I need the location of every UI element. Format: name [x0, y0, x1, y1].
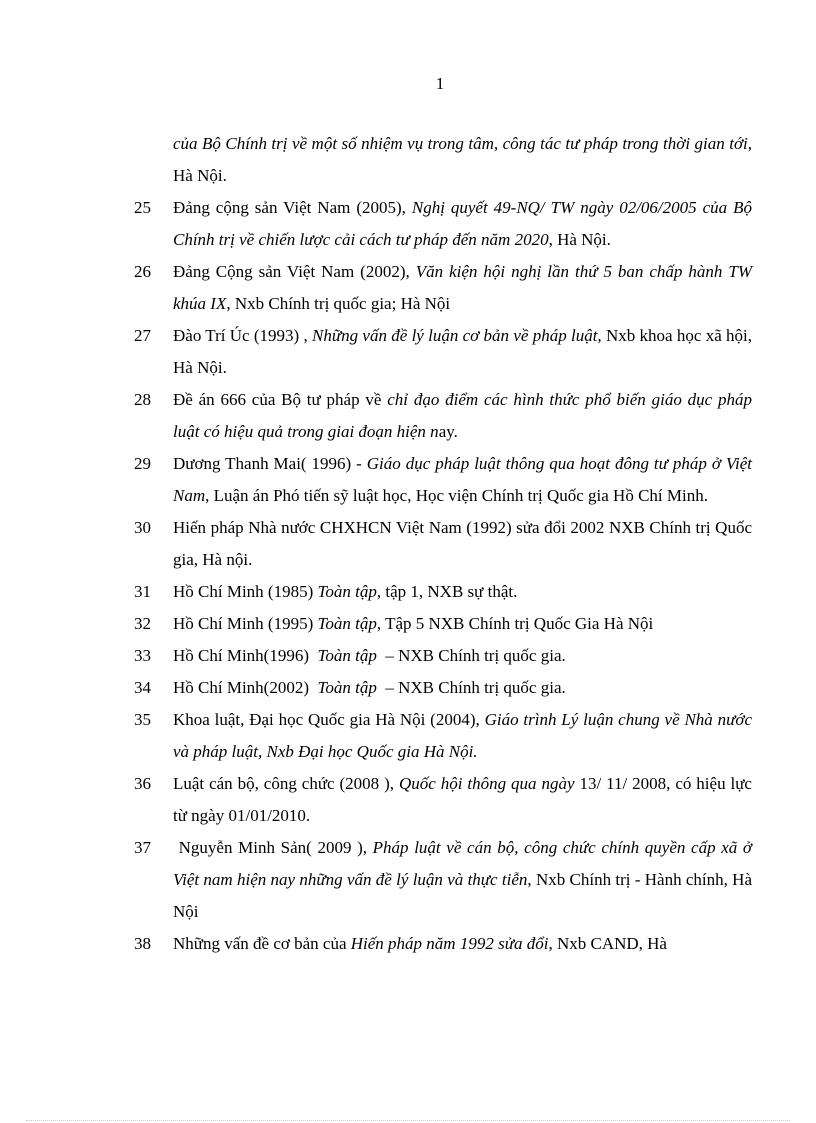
reference-number: 31 — [134, 582, 151, 601]
reference-text-segment: , Tập 5 NXB Chính trị Quốc Gia Hà Nội — [376, 614, 654, 633]
reference-title-italic: Những vấn đề lý luận cơ bản về pháp luật, — [312, 326, 602, 345]
reference-item — [134, 608, 752, 640]
reference-title-italic: Văn kiện hội nghị lần thứ 5 ban chấp hành TW khúa IX — [173, 262, 757, 313]
reference-text-segment: – NXB Chính trị quốc gia. — [376, 646, 566, 665]
reference-number — [134, 128, 173, 192]
reference-item — [134, 576, 752, 608]
reference-continuation — [134, 128, 757, 192]
reference-text-segment: , Nxb Chính trị quốc gia; Hà Nội — [226, 294, 451, 313]
reference-text-segment: 13/ 11/ 2008, có hiệu lực từ ngày 01/01/2010. — [173, 774, 757, 825]
reference-number: 32 — [134, 614, 151, 633]
reference-number: 30 — [134, 518, 151, 537]
reference-text — [173, 704, 757, 768]
reference-number: 28 — [134, 390, 151, 409]
reference-text — [173, 768, 757, 832]
reference-number: 26 — [134, 262, 151, 281]
reference-text-segment: Hà Nội. — [173, 134, 757, 185]
reference-text-segment: Nguyễn Minh Sản( 2009 ), — [173, 838, 373, 857]
reference-text-segment: ay. — [438, 422, 458, 441]
reference-item — [134, 672, 752, 704]
reference-text-segment: Hồ Chí Minh(1996) — [173, 646, 318, 665]
reference-text-segment: Hồ Chí Minh (1985) — [173, 582, 318, 601]
reference-text-segment: tập 1, NXB sự thật. — [381, 582, 518, 601]
reference-number: 27 — [134, 326, 151, 345]
reference-text — [173, 384, 757, 448]
reference-number: 33 — [134, 646, 151, 665]
reference-number: 38 — [134, 934, 151, 953]
reference-text — [173, 256, 757, 320]
reference-text-segment: Dương Thanh Mai( 1996) - — [173, 454, 367, 473]
reference-title-italic: Giáo trình Lý luận chung về Nhà nước và pháp luật, Nxb Đại học Quốc gia Hà Nội. — [173, 710, 757, 761]
reference-number: 25 — [134, 198, 151, 217]
reference-text — [173, 608, 752, 640]
reference-text — [173, 672, 752, 704]
reference-item — [134, 384, 757, 448]
reference-text-segment: Nxb khoa học xã hội, Hà Nội. — [173, 326, 757, 377]
reference-item — [134, 320, 757, 384]
reference-title-italic: Toàn tập — [317, 614, 377, 633]
reference-item — [134, 768, 757, 832]
reference-text — [173, 128, 757, 192]
reference-text — [173, 576, 752, 608]
reference-title-italic: Hiến pháp năm 1992 sửa đổi — [350, 934, 549, 953]
page-number: 1 — [435, 74, 445, 93]
reference-title-italic: Giáo dục pháp luật thông qua hoạt đông tư pháp ở Việt Nam — [173, 454, 757, 505]
reference-text — [173, 448, 757, 512]
reference-text-segment: , Hà Nội. — [548, 230, 611, 249]
reference-item — [134, 640, 752, 672]
reference-item — [134, 256, 757, 320]
reference-text — [173, 512, 757, 576]
reference-item — [134, 928, 752, 960]
reference-text-segment: Hồ Chí Minh (1995) — [173, 614, 318, 633]
reference-list — [134, 128, 757, 960]
reference-text-segment: Đào Trí Úc (1993) , — [173, 326, 313, 345]
reference-text-segment: , Nxb CAND, Hà — [548, 934, 667, 953]
reference-item — [134, 448, 757, 512]
reference-text — [173, 640, 752, 672]
reference-text-segment: Đảng cộng sản Việt Nam (2005), — [173, 198, 412, 217]
page-bottom-border — [26, 1120, 790, 1121]
reference-text — [173, 832, 757, 928]
reference-title-italic: chỉ đạo điểm các hình thức phổ biến giáo dục pháp luật có hiệu quả trong giai đoạn hiện n — [173, 390, 757, 441]
reference-title-italic: Toàn tập, — [317, 582, 382, 601]
reference-number: 36 — [134, 774, 151, 793]
reference-title-italic: Toàn tập — [317, 646, 377, 665]
reference-text — [173, 928, 752, 960]
reference-title-italic: của Bộ Chính trị về một số nhiệm vụ trong tâm, công tác tư pháp trong thời gian tới, — [173, 134, 752, 153]
reference-number: 34 — [134, 678, 151, 697]
reference-text-segment: , Luận án Phó tiến sỹ luật học, Học viện Chính trị Quốc gia Hồ Chí Minh. — [205, 486, 708, 505]
reference-text-segment: , Nxb Chính trị - Hành chính, Hà Nội — [173, 870, 757, 921]
reference-number: 35 — [134, 710, 151, 729]
reference-number: 37 — [134, 838, 151, 857]
reference-text — [173, 320, 757, 384]
reference-text-segment: Luật cán bộ, công chức (2008 ), — [173, 774, 399, 793]
reference-item — [134, 192, 757, 256]
reference-text-segment: Đề án 666 của Bộ tư pháp về — [173, 390, 388, 409]
reference-item — [134, 704, 757, 768]
reference-number: 29 — [134, 454, 151, 473]
reference-title-italic: Quốc hội thông qua ngày — [398, 774, 575, 793]
reference-title-italic: Nghị quyết 49-NQ/ TW ngày 02/06/2005 của Bộ Chính trị về chiến lược cải cách tư pháp đến năm 2020 — [173, 198, 757, 249]
reference-text-segment: – NXB Chính trị quốc gia. — [376, 678, 566, 697]
reference-text-segment: Hiến pháp Nhà nước CHXHCN Việt Nam (1992) sửa đổi 2002 NXB Chính trị Quốc gia, Hà nội. — [173, 518, 757, 569]
reference-text-segment: Khoa luật, Đại học Quốc gia Hà Nội (2004), — [173, 710, 485, 729]
reference-title-italic: Pháp luật về cán bộ, công chức chính quyền cấp xã ở Việt nam hiện nay những vấn đề lý luận và thực tiễn — [173, 838, 757, 889]
reference-text-segment: Đảng Cộng sản Việt Nam (2002), — [173, 262, 416, 281]
reference-text-segment: Những vấn đề cơ bản của — [173, 934, 351, 953]
reference-text-segment: Hồ Chí Minh(2002) — [173, 678, 318, 697]
reference-item — [134, 832, 757, 928]
reference-text — [173, 192, 757, 256]
reference-item — [134, 512, 757, 576]
reference-title-italic: Toàn tập — [317, 678, 377, 697]
